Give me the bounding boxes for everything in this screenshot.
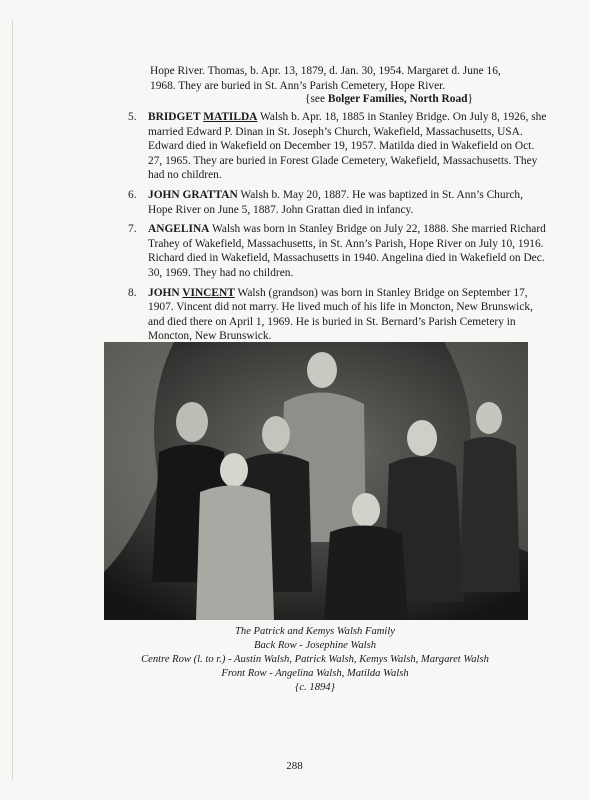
entry-name: JOHN GRATTAN bbox=[148, 188, 238, 201]
family-photograph-illustration bbox=[104, 342, 528, 620]
see-reference bbox=[305, 93, 473, 105]
family-entries-list bbox=[128, 110, 548, 349]
intro-line-1: Hope River. Thomas, b. Apr. 13, 1879, d. Jan. 30, 1954. Margaret d. June 16, bbox=[150, 65, 501, 77]
entry-name: JOHN VINCENT bbox=[148, 286, 235, 299]
page-number: 288 bbox=[286, 760, 303, 772]
entry-8 bbox=[128, 286, 548, 344]
intro-line-2: 1968. They are buried in St. Ann’s Parish Cemetery, Hope River. bbox=[150, 79, 446, 92]
see-suffix: } bbox=[467, 93, 473, 105]
intro-paragraph bbox=[150, 64, 540, 93]
entry-number: 6. bbox=[128, 188, 137, 201]
entry-number: 7. bbox=[128, 223, 137, 236]
photo-caption bbox=[100, 625, 530, 695]
entry-number: 8. bbox=[128, 286, 137, 299]
entry-body: Walsh b. May 20, 1887. He was baptized in St. Ann’s Church, Hope River on June 5, 1887. John Grattan died in infancy. bbox=[148, 188, 523, 216]
entry-body: Walsh (grandson) was born in Stanley Bridge on September 17, 1907. Vincent did not marry. He lived much of his life in Moncton, New Brunswick, and died there on April 1, 1969. He is buried in St. Bernard’s Parish Cemetery in Moncton, New Brunswick. bbox=[148, 286, 533, 343]
caption-date: {c. 1894} bbox=[295, 682, 335, 693]
entry-name: BRIDGET MATILDA bbox=[148, 111, 258, 123]
scan-edge bbox=[12, 20, 13, 780]
caption-front-row: Front Row - Angelina Walsh, Matilda Walsh bbox=[221, 668, 409, 679]
caption-centre-row: Centre Row (l. to r.) - Austin Walsh, Patrick Walsh, Kemys Walsh, Margaret Walsh bbox=[141, 654, 489, 665]
caption-back-row: Back Row - Josephine Walsh bbox=[254, 640, 376, 651]
entry-5 bbox=[128, 110, 548, 183]
entry-7 bbox=[128, 222, 548, 280]
caption-title: The Patrick and Kemys Walsh Family bbox=[235, 626, 395, 637]
see-reference-title: Bolger Families, North Road bbox=[327, 93, 468, 105]
entry-name: ANGELINA bbox=[148, 223, 210, 236]
see-prefix: {see bbox=[305, 93, 328, 105]
entry-body: Walsh was born in Stanley Bridge on July 22, 1888. She married Richard Trahey of Wakefield, Massachusetts, in St. Ann’s Parish, Hope River on July 10, 1916. Richard died in Wakefield, Massachusetts in 1940. Angelina died in Wakefield on Dec. 30, 1969. They had no children. bbox=[148, 223, 546, 279]
entry-number: 5. bbox=[128, 111, 137, 123]
entry-6 bbox=[128, 188, 548, 217]
family-photograph bbox=[104, 342, 528, 620]
entry-body: Walsh b. Apr. 18, 1885 in Stanley Bridge. On July 8, 1926, she married Edward P. Dinan in St. Joseph’s Church, Wakefield, Massachusetts, USA. Edward died in Wakefield on December 19, 1957. Matilda died in Wakefield on Oct. 27, 1965. They are buried in Forest Glade Cemetery, Wakefield, Massachusetts. They had no children. bbox=[148, 111, 547, 182]
